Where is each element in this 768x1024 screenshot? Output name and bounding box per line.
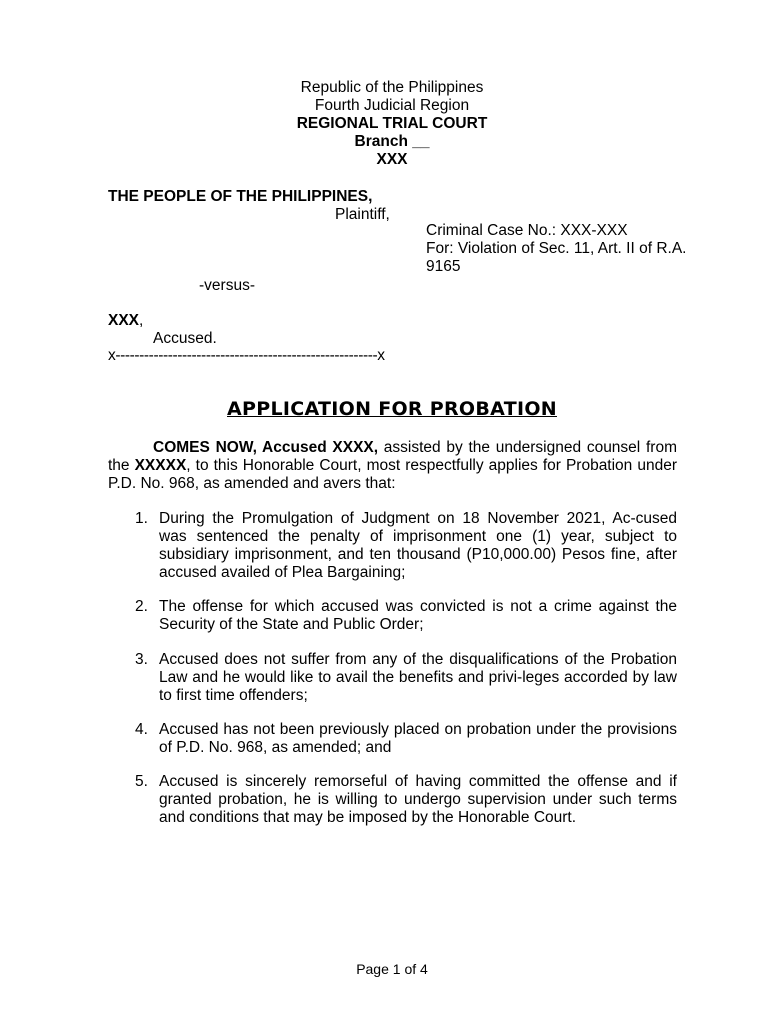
versus-label: -versus- bbox=[199, 277, 255, 294]
header-branch: Branch __ bbox=[354, 133, 430, 150]
header-location: XXX bbox=[376, 151, 408, 168]
list-item-number: 3. bbox=[135, 651, 148, 668]
intro-text-2: , to this Honorable Court, most respectfully applies for Probation under P.D. No. 968, as amended and avers that: bbox=[108, 457, 677, 492]
list-item bbox=[135, 510, 677, 582]
accused-name: XXX bbox=[108, 312, 140, 329]
header-republic: Republic of the Philippines bbox=[300, 79, 484, 96]
list-item bbox=[135, 773, 677, 827]
list-item-number: 2. bbox=[135, 598, 148, 615]
list-item-text: Accused has not been previously placed on probation under the provisions of P.D. No. 968, as amended; and bbox=[159, 721, 677, 756]
list-item-number: 5. bbox=[135, 773, 148, 790]
intro-text-1: assisted by the undersigned counsel from the bbox=[108, 439, 677, 474]
offense-line-2: 9165 bbox=[426, 258, 461, 275]
accused-role: Accused. bbox=[153, 330, 217, 347]
list-item bbox=[135, 651, 677, 705]
case-number: Criminal Case No.: XXX-XXX bbox=[426, 222, 628, 239]
list-item bbox=[135, 721, 677, 757]
intro-paragraph bbox=[108, 439, 677, 493]
plaintiff-name: THE PEOPLE OF THE PHILIPPINES, bbox=[108, 188, 373, 205]
list-item-number: 4. bbox=[135, 721, 148, 738]
accused-comma: , bbox=[139, 312, 144, 329]
list-item-text: During the Promulgation of Judgment on 18 November 2021, Ac-cused was sentenced the penalty of imprisonment one (1) year, subject to subsidiary imprisonment, and ten thousand (P10,000.00) Pesos fine, after accused availed of Plea Bargaining; bbox=[159, 510, 677, 581]
list-item bbox=[135, 598, 677, 634]
offense-line-1: For: Violation of Sec. 11, Art. II of R.A. bbox=[426, 240, 687, 257]
caption-separator: x-------------------------------------------------------x bbox=[108, 347, 385, 364]
page-number: Page 1 of 4 bbox=[356, 961, 428, 977]
list-item-number: 1. bbox=[135, 510, 148, 527]
list-item-text: Accused is sincerely remorseful of having committed the offense and if granted probation, he is willing to undergo supervision under such terms and conditions that may be imposed by the Honorable Court. bbox=[159, 773, 677, 826]
list-item-text: Accused does not suffer from any of the disqualifications of the Probation Law and he would like to avail the benefits and privi-leges accorded by law to first time offenders; bbox=[159, 651, 677, 704]
case-info bbox=[426, 222, 756, 276]
intro-agency: XXXXX bbox=[134, 457, 187, 474]
document-title: APPLICATION FOR PROBATION bbox=[227, 398, 557, 420]
accused-name-line bbox=[108, 312, 143, 330]
header-region: Fourth Judicial Region bbox=[314, 97, 470, 114]
intro-lead: COMES NOW, Accused XXXX, bbox=[153, 439, 379, 456]
plaintiff-role: Plaintiff, bbox=[335, 206, 390, 223]
list-item-text: The offense for which accused was convicted is not a crime against the Security of the State and Public Order; bbox=[159, 598, 677, 633]
header-court: REGIONAL TRIAL COURT bbox=[296, 115, 488, 132]
